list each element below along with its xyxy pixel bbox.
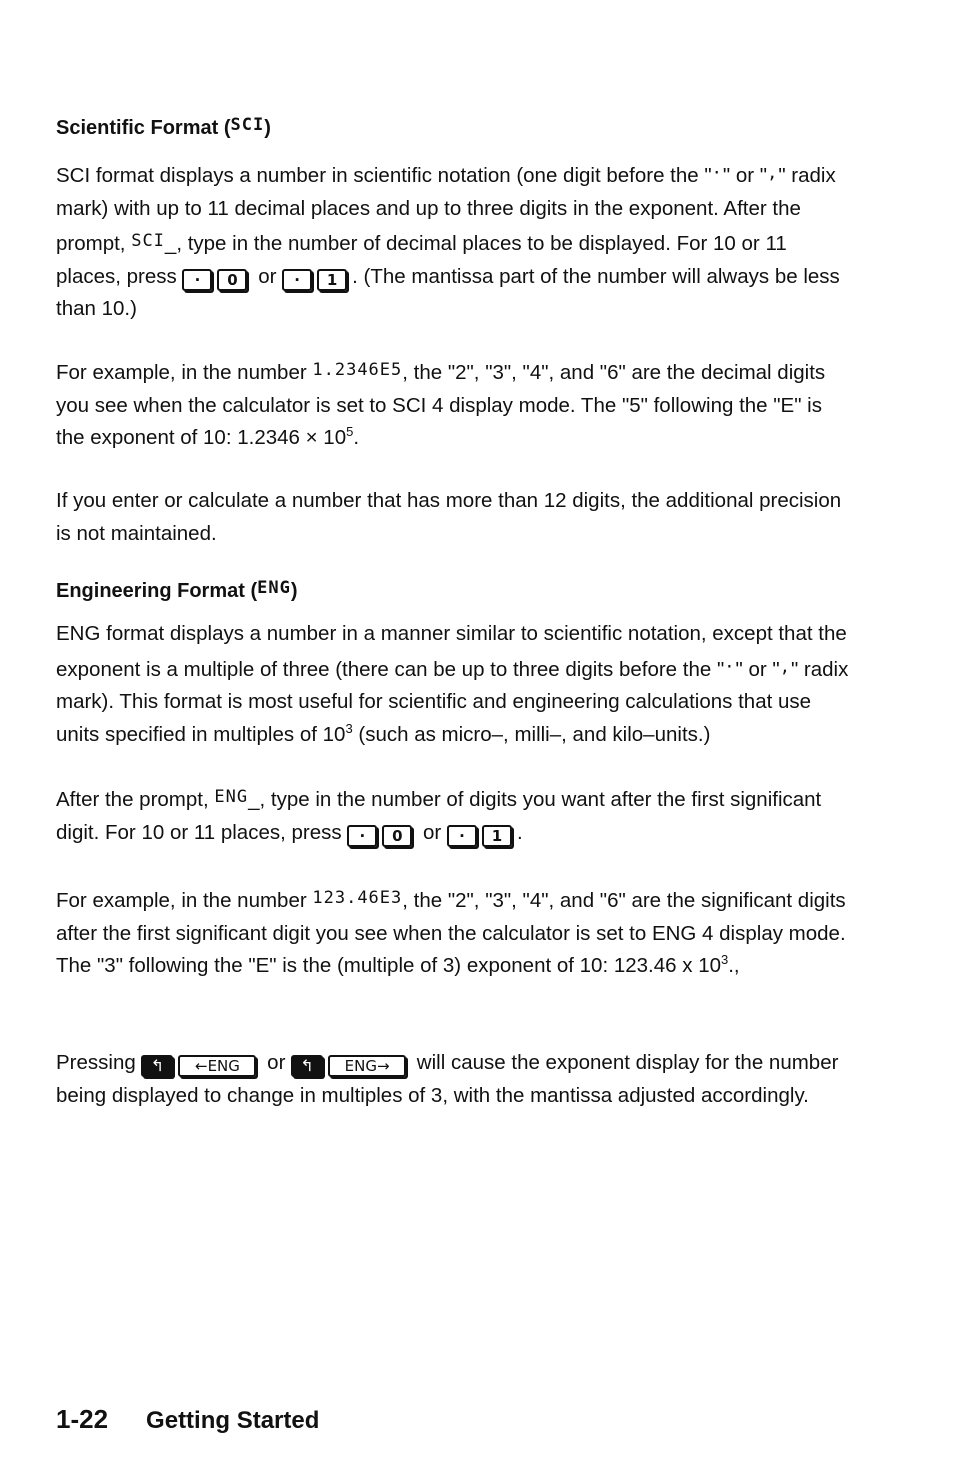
key-dot: · <box>447 825 477 847</box>
radix-comma: , <box>767 163 779 183</box>
key-one: 1 <box>317 269 347 291</box>
sci-paragraph-1: SCI format displays a number in scientific notation (one digit before the "·" or "," radix mark) with up to 11 decimal places and up to three digits in the exponent. After the prompt, SCI_, type in the number of decimal places to be displayed. For 10 or 11 places, press · 0 or · 1 . (The mantissa part of the number will always be less than 10.) <box>56 163 840 320</box>
radix-comma: , <box>779 656 791 677</box>
sci-heading: Scientific Format ($^{SCI}$) <box>56 115 271 139</box>
key-dot: · <box>182 269 212 291</box>
sci-paragraph-2: For example, in the number 1.2346E5, the "2", "3", "4", and "6" are the decimal digits you see when the calculator is set to SCI 4 display mode. The "5" following the "E" is the exponent of 10: $1.2346 \times 10^5$. <box>56 360 826 449</box>
page-number: 1-22 <box>56 1404 109 1434</box>
eng-paragraph-4: Pressing ↰ ←ENG or ↰ ENG→ will cause the exponent display for the number being displayed to change in multiples of 3, with the mantissa adjusted accordingly. <box>56 1051 839 1107</box>
key-dot: · <box>282 269 312 291</box>
key-eng-left: ←ENG <box>178 1055 256 1077</box>
sci-paragraph-3: If you enter or calculate a number that has more than 12 digits, the additional precision is not maintained. <box>56 489 842 545</box>
eng-paragraph-2: After the prompt, ENG_, type in the number of digits you want after the first significant digit. For 10 or 11 places, press · 0 or · 1 . <box>56 787 822 845</box>
eng-heading: Engineering Format ($^{ENG}$) <box>56 578 298 602</box>
key-dot: · <box>347 825 377 847</box>
sci-example-number: 1.2346E5 <box>312 360 403 380</box>
eng-prompt: ENG <box>214 787 249 807</box>
sci-heading-text: Scientific Format <box>56 117 219 139</box>
eng-heading-text: Engineering Format <box>56 580 245 602</box>
eng-exponent: 3 <box>345 720 353 736</box>
eng-heading-code: ENG <box>257 578 291 598</box>
sci-exponent: 5 <box>346 424 354 439</box>
eng-example-number: 123.46E3 <box>312 888 403 908</box>
eng-paragraph-3: For example, in the number 123.46E3, the "2", "3", "4", and "6" are the significant digits after the first significant digit you see when the calculator is set to ENG 4 display mode. The "3" following the "E" is the (multiple of 3) exponent of 10: 123.46 x $10^3$., <box>56 888 846 977</box>
key-zero: 0 <box>217 269 247 291</box>
section-title: Getting Started <box>146 1407 320 1434</box>
eng-exponent: 3 <box>721 952 729 967</box>
key-one: 1 <box>482 825 512 847</box>
sci-heading-code: SCI <box>230 115 265 135</box>
page-footer <box>56 1402 319 1438</box>
left-shift-key-icon: ↰ <box>291 1055 323 1077</box>
radix-dot: · <box>711 163 723 183</box>
eng-paragraph-1: ENG format displays a number in a manner similar to scientific notation, except that the exponent is a multiple of three (there can be up to three digits before the "·" or "," radix mark). This format is most useful for scientific and engineering calculations that use units specified in multiples of $10^3$ (such as micro–, milli–, and kilo–units.) <box>56 622 849 746</box>
key-zero: 0 <box>382 825 412 847</box>
radix-dot: · <box>724 656 736 677</box>
key-eng-right: ENG→ <box>328 1055 406 1077</box>
sci-prompt: SCI <box>131 231 165 251</box>
left-shift-key-icon: ↰ <box>141 1055 173 1077</box>
